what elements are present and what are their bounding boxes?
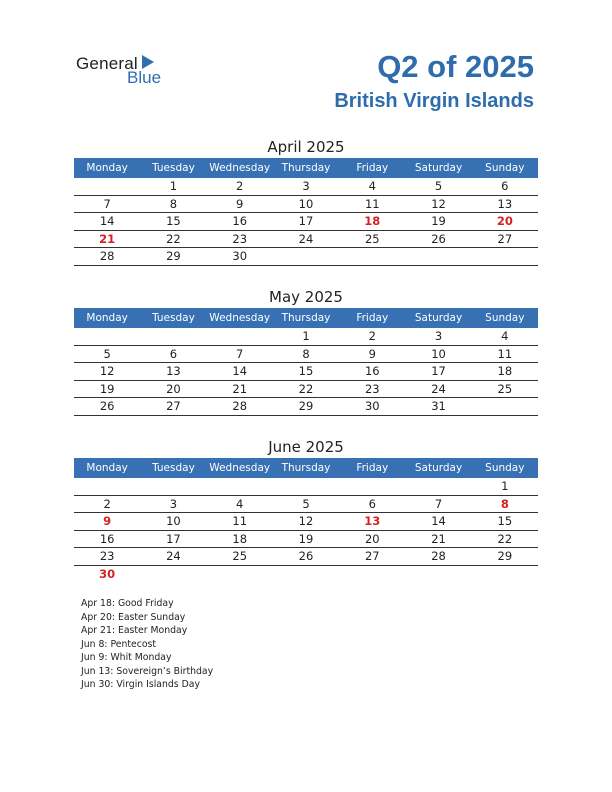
day-cell: 6 xyxy=(169,346,178,361)
weekday-label: Friday xyxy=(356,462,389,474)
weekday-label: Sunday xyxy=(485,312,525,324)
empty-cell xyxy=(273,248,339,265)
day-cell: 14 xyxy=(99,214,115,229)
week-row xyxy=(74,363,538,381)
day-cell: 12 xyxy=(99,364,115,379)
empty-cell xyxy=(472,398,538,415)
holiday-list xyxy=(81,597,213,692)
weekday-label: Wednesday xyxy=(209,312,271,324)
day-cell: 9 xyxy=(236,196,244,211)
empty-cell xyxy=(472,248,538,265)
empty-cell xyxy=(405,248,471,265)
day-cell: 4 xyxy=(501,329,509,343)
logo-flag-icon xyxy=(142,55,154,69)
day-cell: 10 xyxy=(166,514,181,529)
day-cell: 11 xyxy=(497,346,513,361)
empty-cell xyxy=(207,566,273,583)
day-cell: 18 xyxy=(364,214,381,229)
day-cell: 9 xyxy=(368,346,376,361)
empty-cell xyxy=(74,178,140,195)
day-cell: 19 xyxy=(298,531,314,546)
day-cell: 10 xyxy=(431,346,446,361)
day-cell: 22 xyxy=(298,381,314,396)
week-row xyxy=(74,478,538,496)
month-april xyxy=(74,136,538,266)
month-title: April 2025 xyxy=(267,138,345,156)
day-cell: 14 xyxy=(431,514,446,529)
week-row xyxy=(74,213,538,231)
day-cell: 26 xyxy=(298,549,314,564)
day-cell: 6 xyxy=(501,179,509,193)
empty-cell xyxy=(74,478,140,495)
weekday-header xyxy=(74,308,538,328)
weekday-label: Thursday xyxy=(281,162,331,174)
empty-cell xyxy=(74,328,140,345)
day-cell: 5 xyxy=(302,496,310,511)
day-cell: 28 xyxy=(99,249,115,264)
day-cell: 4 xyxy=(236,496,244,511)
day-cell: 24 xyxy=(166,549,181,564)
day-cell: 27 xyxy=(497,231,513,246)
day-cell: 2 xyxy=(368,329,376,343)
day-cell: 16 xyxy=(99,531,115,546)
day-cell: 25 xyxy=(364,231,380,246)
day-cell: 25 xyxy=(497,381,513,396)
day-cell: 12 xyxy=(431,196,446,211)
empty-cell xyxy=(472,566,538,583)
empty-cell xyxy=(339,248,405,265)
logo-text-general: General xyxy=(76,54,138,73)
day-cell: 19 xyxy=(99,381,115,396)
day-cell: 31 xyxy=(431,399,446,414)
weekday-label: Sunday xyxy=(485,162,525,174)
day-cell: 23 xyxy=(99,549,115,564)
day-cell: 30 xyxy=(364,399,380,414)
day-cell: 3 xyxy=(434,329,443,343)
day-cell: 28 xyxy=(232,399,248,414)
day-cell: 25 xyxy=(232,549,248,564)
day-cell: 13 xyxy=(364,514,381,529)
day-cell: 30 xyxy=(99,566,116,581)
week-row xyxy=(74,346,538,364)
week-row xyxy=(74,178,538,196)
weekday-label: Wednesday xyxy=(209,462,271,474)
week-row xyxy=(74,248,538,266)
day-cell: 21 xyxy=(232,381,248,396)
week-row xyxy=(74,196,538,214)
day-cell: 24 xyxy=(298,231,314,246)
weekday-label: Wednesday xyxy=(209,162,271,174)
country-title: British Virgin Islands xyxy=(334,90,534,112)
weekday-label: Saturday xyxy=(414,162,463,174)
empty-cell xyxy=(207,478,273,495)
day-cell: 22 xyxy=(166,231,181,246)
day-cell: 17 xyxy=(298,214,314,229)
day-cell: 3 xyxy=(302,179,310,193)
weekday-label: Tuesday xyxy=(152,312,195,324)
week-row xyxy=(74,513,538,531)
day-cell: 6 xyxy=(368,496,376,511)
weekday-label: Thursday xyxy=(281,312,331,324)
empty-cell xyxy=(339,478,405,495)
day-cell: 17 xyxy=(166,531,181,546)
day-cell: 27 xyxy=(364,549,380,564)
day-cell: 11 xyxy=(232,514,248,529)
empty-cell xyxy=(140,328,206,345)
day-cell: 1 xyxy=(302,329,310,343)
day-cell: 7 xyxy=(236,346,244,361)
holiday-item: Jun 8: Pentecost xyxy=(81,638,157,650)
weekday-label: Saturday xyxy=(414,462,463,474)
weekday-label: Monday xyxy=(86,462,128,474)
holiday-item: Apr 21: Easter Monday xyxy=(81,625,188,636)
weekday-label: Sunday xyxy=(485,462,525,474)
week-row xyxy=(74,398,538,416)
day-cell: 2 xyxy=(236,179,244,193)
holiday-item: Jun 30: Virgin Islands Day xyxy=(81,679,200,690)
week-row xyxy=(74,496,538,514)
day-cell: 14 xyxy=(232,364,248,379)
day-cell: 1 xyxy=(169,179,178,193)
day-cell: 13 xyxy=(497,196,513,211)
week-row xyxy=(74,328,538,346)
day-cell: 18 xyxy=(232,531,248,546)
day-cell: 23 xyxy=(232,231,248,246)
day-cell: 7 xyxy=(434,496,443,511)
weekday-label: Tuesday xyxy=(152,462,195,474)
empty-cell xyxy=(140,478,206,495)
month-title: June 2025 xyxy=(268,438,344,456)
day-cell: 15 xyxy=(298,364,314,379)
month-may xyxy=(74,286,538,416)
day-cell: 1 xyxy=(501,479,509,493)
day-cell: 3 xyxy=(169,496,178,511)
empty-cell xyxy=(140,566,206,583)
day-cell: 2 xyxy=(103,496,111,511)
weekday-label: Thursday xyxy=(281,462,331,474)
day-cell: 26 xyxy=(431,231,446,246)
holiday-item: Jun 9: Whit Monday xyxy=(81,652,172,663)
brand-logo xyxy=(76,54,176,90)
weekday-header xyxy=(74,158,538,178)
day-cell: 13 xyxy=(166,364,181,379)
day-cell: 20 xyxy=(364,531,380,546)
day-cell: 19 xyxy=(431,214,446,229)
day-cell: 16 xyxy=(232,214,248,229)
empty-cell xyxy=(405,478,471,495)
logo-text-blue: Blue xyxy=(127,68,162,87)
weekday-label: Monday xyxy=(86,312,128,324)
empty-cell xyxy=(273,566,339,583)
week-row xyxy=(74,548,538,566)
day-cell: 18 xyxy=(497,364,513,379)
empty-cell xyxy=(273,478,339,495)
day-cell: 26 xyxy=(99,399,115,414)
day-cell: 7 xyxy=(103,196,111,211)
week-row xyxy=(74,231,538,249)
day-cell: 30 xyxy=(232,249,248,264)
week-row xyxy=(74,381,538,399)
day-cell: 28 xyxy=(431,549,446,564)
holiday-item: Apr 20: Easter Sunday xyxy=(81,611,186,623)
weekday-label: Saturday xyxy=(414,312,463,324)
holiday-item: Jun 13: Sovereign’s Birthday xyxy=(81,665,214,677)
day-cell: 9 xyxy=(103,514,112,529)
day-cell: 20 xyxy=(166,381,181,396)
day-cell: 8 xyxy=(169,196,178,211)
day-cell: 10 xyxy=(298,196,314,211)
day-cell: 5 xyxy=(434,179,443,193)
day-cell: 11 xyxy=(364,196,380,211)
week-row xyxy=(74,566,538,583)
day-cell: 22 xyxy=(497,531,513,546)
day-cell: 16 xyxy=(364,364,380,379)
day-cell: 20 xyxy=(496,214,513,229)
day-cell: 8 xyxy=(302,346,310,361)
day-cell: 24 xyxy=(431,381,446,396)
day-cell: 4 xyxy=(368,179,376,193)
week-row xyxy=(74,531,538,549)
holiday-item: Apr 18: Good Friday xyxy=(81,598,174,609)
day-cell: 29 xyxy=(298,399,314,414)
day-cell: 12 xyxy=(298,514,314,529)
weekday-label: Monday xyxy=(86,162,128,174)
day-cell: 21 xyxy=(431,531,446,546)
quarter-title: Q2 of 2025 xyxy=(377,49,534,84)
day-cell: 15 xyxy=(497,514,513,529)
weekday-label: Friday xyxy=(356,162,389,174)
day-cell: 15 xyxy=(166,214,181,229)
day-cell: 27 xyxy=(166,399,181,414)
empty-cell xyxy=(207,328,273,345)
day-cell: 8 xyxy=(500,496,509,511)
day-cell: 29 xyxy=(166,249,181,264)
day-cell: 21 xyxy=(99,231,116,246)
empty-cell xyxy=(339,566,405,583)
empty-cell xyxy=(405,566,471,583)
weekday-label: Friday xyxy=(356,312,389,324)
day-cell: 5 xyxy=(103,346,111,361)
day-cell: 23 xyxy=(364,381,380,396)
weekday-label: Tuesday xyxy=(152,162,195,174)
month-title: May 2025 xyxy=(269,288,343,306)
weekday-header xyxy=(74,458,538,478)
day-cell: 17 xyxy=(431,364,446,379)
day-cell: 29 xyxy=(497,549,513,564)
month-june xyxy=(74,436,538,583)
